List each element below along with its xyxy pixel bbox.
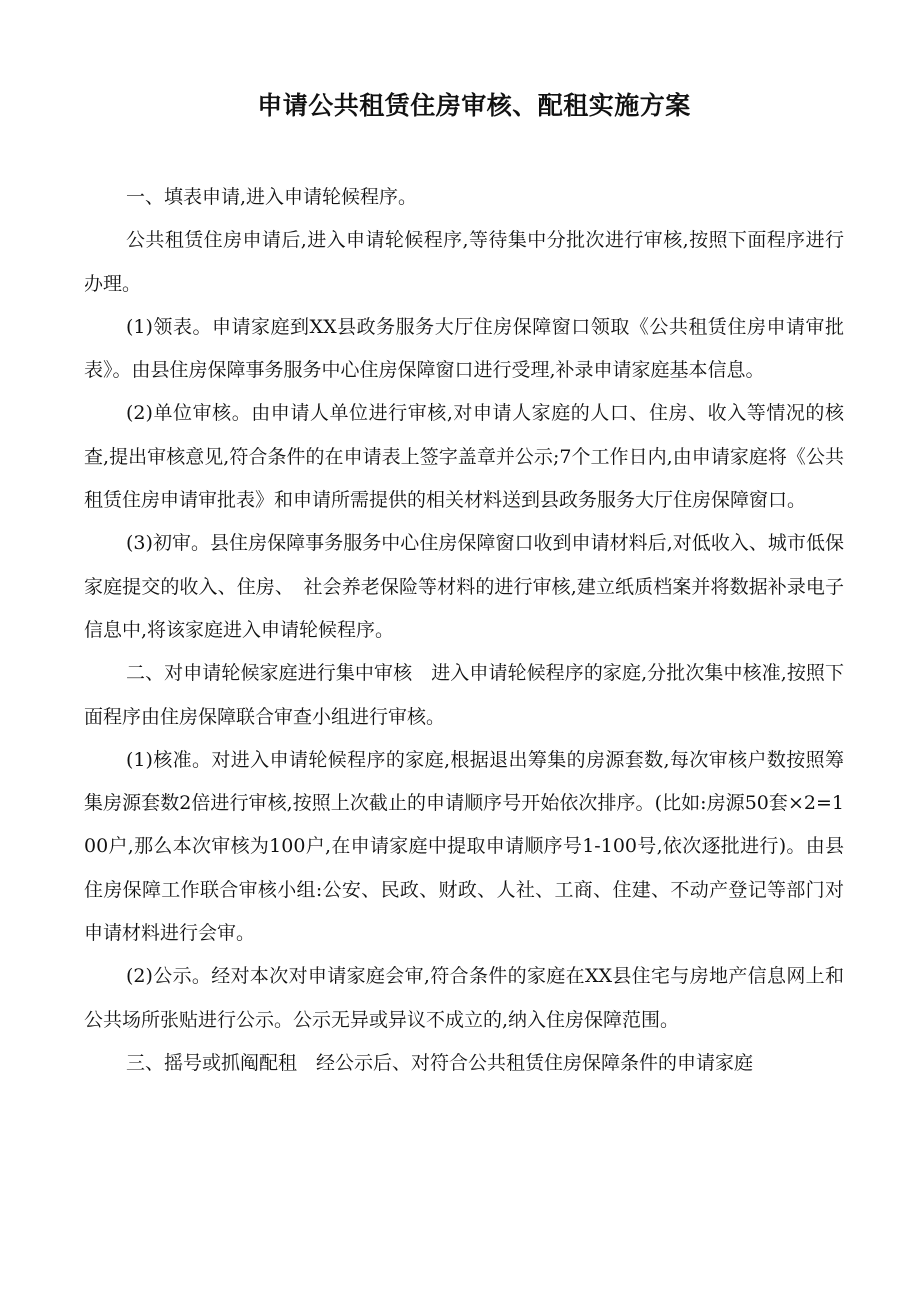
paragraph-step-2-unit-review: (2)单位审核。由申请人单位进行审核,对申请人家庭的人口、住房、收入等情况的核查,提出审核意见,符合条件的在申请表上签字盖章并公示;7个工作日内,由申请家庭将《公共租赁住房申请审批表》和申请所需提供的相关材料送到县政务服务大厅住房保障窗口。: [84, 402, 844, 512]
paragraph-step-1-form: (1)领表。申请家庭到XX县政务服务大厅住房保障窗口领取《公共租赁住房申请审批表》。由县住房保障事务服务中心住房保障窗口进行受理,补录申请家庭基本信息。: [84, 315, 844, 382]
paragraph-section-2-heading: 二、对申请轮候家庭进行集中审核 进入申请轮候程序的家庭,分批次集中核准,按照下面程序由住房保障联合审查小组进行审核。: [84, 662, 844, 728]
paragraph-publicity: (2)公示。经对本次对申请家庭会审,符合条件的家庭在XX县住宅与房地产信息网上和公共场所张贴进行公示。公示无异或异议不成立的,纳入住房保障范围。: [84, 965, 844, 1031]
paragraph-approval: (1)核准。对进入申请轮候程序的家庭,根据退出筹集的房源套数,每次审核户数按照筹集房源套数2倍进行审核,按照上次截止的申请顺序号开始依次排序。(比如:房源50套×2=100户,那么本次审核为100户,在申请家庭中提取申请顺序号1-100号,依次逐批进行)。由县住房保障工作联合审核小组:公安、民政、财政、人社、工商、住建、不动产登记等部门对申请材料进行会审。: [84, 748, 844, 945]
paragraph-step-3-preliminary-review: (3)初审。县住房保障事务服务中心住房保障窗口收到申请材料后,对低收入、城市低保家庭提交的收入、住房、 社会养老保险等材料的进行审核,建立纸质档案并将数据补录电子信息中,将该家庭进入申请轮候程序。: [84, 532, 844, 641]
document-title: 申请公共租赁住房审核、配租实施方案: [257, 91, 691, 120]
document-body: [84, 176, 844, 1085]
paragraph-section-3-heading: 三、摇号或抓阄配租 经公示后、对符合公共租赁住房保障条件的申请家庭: [126, 1051, 754, 1074]
paragraph-intro: 公共租赁住房申请后,进入申请轮候程序,等待集中分批次进行审核,按照下面程序进行办理。: [84, 229, 844, 295]
paragraph-section-1-heading: 一、填表申请,进入申请轮候程序。: [126, 186, 418, 208]
